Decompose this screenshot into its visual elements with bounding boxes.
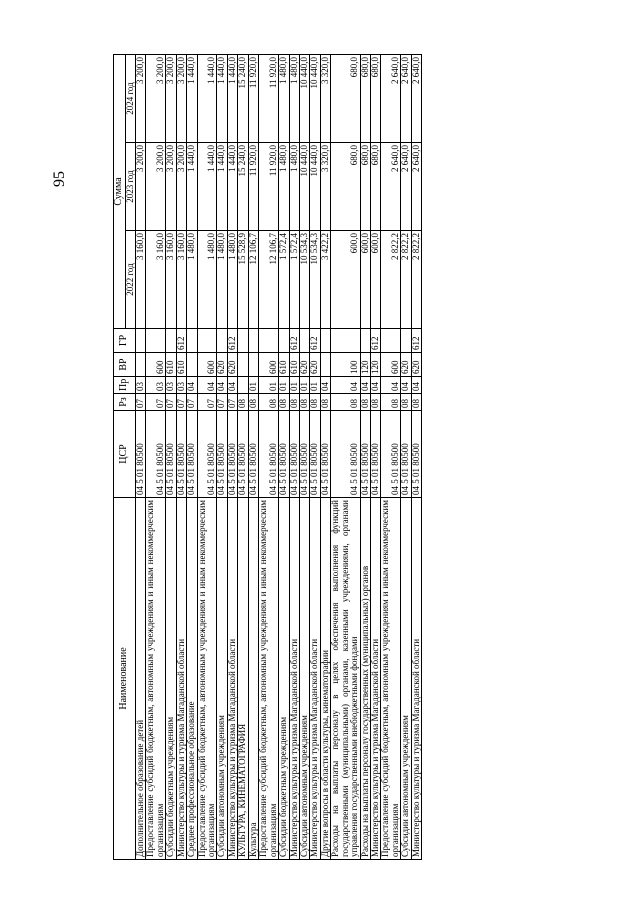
row-2022: 1 480,0 — [217, 231, 227, 329]
row-2022: 15 528,9 — [238, 231, 248, 329]
row-2022: 3 160,0 — [135, 231, 145, 329]
row-2022: 600,0 — [331, 231, 360, 329]
row-vr — [238, 353, 248, 377]
row-pr: 04 — [381, 377, 401, 394]
table-row — [146, 55, 166, 860]
row-name: Дополнительное образование детей — [135, 498, 145, 860]
row-gr — [217, 329, 227, 353]
row-2023: 10 440,0 — [310, 143, 320, 231]
row-2024: 1 440,0 — [227, 55, 237, 143]
header-2022: 2022 год — [125, 231, 135, 329]
row-csr: 04 5 01 80500 — [197, 411, 217, 498]
row-gr — [331, 329, 360, 353]
row-name: Субсидии автономным учреждениям — [217, 498, 227, 860]
header-2024: 2024 год — [125, 55, 135, 143]
row-gr — [259, 329, 279, 353]
row-csr: 04 5 01 80500 — [381, 411, 401, 498]
row-csr: 04 5 01 80500 — [166, 411, 176, 498]
row-csr: 04 5 01 80500 — [360, 411, 370, 498]
row-pr: 01 — [248, 377, 258, 394]
row-pr: 01 — [259, 377, 279, 394]
row-name: Предоставление субсидий бюджетным, автономным учреждениям и иным некоммерческим организациям — [197, 498, 217, 860]
row-name: Предоставление субсидий бюджетным, автономным учреждениям и иным некоммерческим организациям — [146, 498, 166, 860]
row-2024: 11 920,0 — [248, 55, 258, 143]
row-pr: 04 — [360, 377, 370, 394]
row-2024: 1 440,0 — [197, 55, 217, 143]
row-2024: 1 480,0 — [279, 55, 289, 143]
row-vr: 600 — [146, 353, 166, 377]
header-2023: 2023 год — [125, 143, 135, 231]
row-vr — [320, 353, 330, 377]
row-vr: 610 — [289, 353, 299, 377]
row-name: Субсидии бюджетным учреждениям — [166, 498, 176, 860]
row-gr — [320, 329, 330, 353]
row-2022: 1 480,0 — [187, 231, 197, 329]
row-csr: 04 5 01 80500 — [217, 411, 227, 498]
header-rz: Рз — [114, 394, 136, 411]
row-2023: 680,0 — [360, 143, 370, 231]
row-csr: 04 5 01 80500 — [279, 411, 289, 498]
row-rz: 08 — [279, 394, 289, 411]
row-2023: 1 440,0 — [187, 143, 197, 231]
row-name: Министерство культуры и туризма Магаданской области — [176, 498, 186, 860]
row-pr: 01 — [279, 377, 289, 394]
table-row — [227, 55, 237, 860]
table-row — [310, 55, 320, 860]
row-name: Министерство культуры и туризма Магаданской области — [411, 498, 421, 860]
row-2022: 1 572,4 — [289, 231, 299, 329]
row-2023: 680,0 — [331, 143, 360, 231]
row-rz: 08 — [320, 394, 330, 411]
row-gr — [146, 329, 166, 353]
row-rz: 08 — [411, 394, 421, 411]
row-2022: 3 160,0 — [146, 231, 166, 329]
row-vr: 610 — [166, 353, 176, 377]
row-2023: 3 200,0 — [176, 143, 186, 231]
row-csr: 04 5 01 80500 — [259, 411, 279, 498]
row-pr: 04 — [411, 377, 421, 394]
row-2024: 10 440,0 — [299, 55, 309, 143]
row-gr: 612 — [411, 329, 421, 353]
row-2023: 11 920,0 — [248, 143, 258, 231]
row-2024: 1 480,0 — [289, 55, 299, 143]
row-2024: 15 240,0 — [238, 55, 248, 143]
row-pr: 04 — [331, 377, 360, 394]
row-2022: 2 822,2 — [381, 231, 401, 329]
row-2023: 3 200,0 — [135, 143, 145, 231]
row-vr: 120 — [371, 353, 381, 377]
header-csr: ЦСР — [114, 411, 136, 498]
row-vr: 600 — [197, 353, 217, 377]
row-2024: 2 640,0 — [401, 55, 411, 143]
row-pr: 03 — [176, 377, 186, 394]
row-2023: 15 240,0 — [238, 143, 248, 231]
row-csr: 04 5 01 80500 — [146, 411, 166, 498]
table-row — [381, 55, 401, 860]
row-rz: 07 — [217, 394, 227, 411]
row-vr: 100 — [331, 353, 360, 377]
row-gr — [360, 329, 370, 353]
row-vr: 620 — [310, 353, 320, 377]
row-vr — [187, 353, 197, 377]
row-2022: 600,0 — [360, 231, 370, 329]
header-name: Наименование — [114, 498, 136, 860]
row-2024: 11 920,0 — [259, 55, 279, 143]
row-2024: 680,0 — [371, 55, 381, 143]
row-gr — [187, 329, 197, 353]
row-pr: 01 — [299, 377, 309, 394]
row-vr: 620 — [411, 353, 421, 377]
row-2024: 2 640,0 — [381, 55, 401, 143]
row-name: Субсидии бюджетным учреждениям — [279, 498, 289, 860]
table-row — [176, 55, 186, 860]
table-row — [331, 55, 360, 860]
table-row — [371, 55, 381, 860]
row-gr — [299, 329, 309, 353]
row-2024: 3 200,0 — [176, 55, 186, 143]
table-row — [401, 55, 411, 860]
row-rz: 08 — [299, 394, 309, 411]
row-2022: 10 534,3 — [299, 231, 309, 329]
row-name: КУЛЬТУРА, КИНЕМАТОГРАФИЯ — [238, 498, 248, 860]
row-2024: 3 320,0 — [320, 55, 330, 143]
row-vr: 610 — [279, 353, 289, 377]
row-gr — [166, 329, 176, 353]
row-pr: 04 — [371, 377, 381, 394]
row-name: Расходы на выплаты персоналу государственных (муниципальных) органов — [360, 498, 370, 860]
row-2023: 2 640,0 — [401, 143, 411, 231]
row-gr — [248, 329, 258, 353]
row-gr — [197, 329, 217, 353]
row-gr — [238, 329, 248, 353]
row-gr: 612 — [227, 329, 237, 353]
row-vr: 620 — [217, 353, 227, 377]
header-gr: ГР — [114, 329, 136, 353]
row-rz: 07 — [166, 394, 176, 411]
table-row — [360, 55, 370, 860]
row-name: Министерство культуры и туризма Магаданской области — [310, 498, 320, 860]
header-vr: ВР — [114, 353, 136, 377]
row-2023: 10 440,0 — [299, 143, 309, 231]
row-vr: 120 — [360, 353, 370, 377]
row-pr: 04 — [217, 377, 227, 394]
header-row — [114, 55, 126, 860]
table-row — [217, 55, 227, 860]
row-name: Расходы на выплаты персоналу в целях обеспечения выполнения функций государственными (муниципальными) органами, казенными учреждениями, органами управления государственными внебюджетными фондами — [331, 498, 360, 860]
row-gr: 612 — [176, 329, 186, 353]
row-csr: 04 5 01 80500 — [299, 411, 309, 498]
row-2022: 3 160,0 — [166, 231, 176, 329]
row-2024: 680,0 — [331, 55, 360, 143]
row-rz: 08 — [371, 394, 381, 411]
row-gr — [381, 329, 401, 353]
row-name: Предоставление субсидий бюджетным, автономным учреждениям и иным некоммерческим организациям — [259, 498, 279, 860]
table-row — [187, 55, 197, 860]
row-gr — [401, 329, 411, 353]
row-vr: 620 — [299, 353, 309, 377]
row-rz: 08 — [331, 394, 360, 411]
row-2024: 10 440,0 — [310, 55, 320, 143]
row-2022: 2 822,2 — [411, 231, 421, 329]
row-rz: 07 — [187, 394, 197, 411]
row-name: Министерство культуры и туризма Магаданской области — [371, 498, 381, 860]
row-2023: 1 480,0 — [279, 143, 289, 231]
row-2023: 2 640,0 — [381, 143, 401, 231]
row-pr: 04 — [320, 377, 330, 394]
row-pr: 01 — [289, 377, 299, 394]
row-rz: 07 — [227, 394, 237, 411]
row-gr: 612 — [310, 329, 320, 353]
row-2023: 1 440,0 — [227, 143, 237, 231]
row-name: Среднее профессиональное образование — [187, 498, 197, 860]
row-rz: 07 — [146, 394, 166, 411]
table-row — [197, 55, 217, 860]
row-csr: 04 5 01 80500 — [238, 411, 248, 498]
row-csr: 04 5 01 80500 — [135, 411, 145, 498]
row-2022: 2 822,2 — [401, 231, 411, 329]
row-2022: 12 106,7 — [248, 231, 258, 329]
row-rz: 08 — [238, 394, 248, 411]
row-2022: 10 534,3 — [310, 231, 320, 329]
row-rz: 07 — [197, 394, 217, 411]
row-rz: 08 — [401, 394, 411, 411]
row-2022: 12 106,7 — [259, 231, 279, 329]
row-2024: 2 640,0 — [411, 55, 421, 143]
row-csr: 04 5 01 80500 — [248, 411, 258, 498]
row-csr: 04 5 01 80500 — [310, 411, 320, 498]
row-pr: 03 — [166, 377, 176, 394]
row-csr: 04 5 01 80500 — [320, 411, 330, 498]
row-2023: 3 200,0 — [166, 143, 176, 231]
row-name: Другие вопросы в области культуры, кинематографии — [320, 498, 330, 860]
row-rz: 08 — [248, 394, 258, 411]
row-2022: 600,0 — [371, 231, 381, 329]
row-name: Субсидии автономным учреждениям — [401, 498, 411, 860]
row-vr: 620 — [401, 353, 411, 377]
table-row — [279, 55, 289, 860]
row-2024: 680,0 — [360, 55, 370, 143]
row-2022: 3 422,2 — [320, 231, 330, 329]
row-2022: 3 160,0 — [176, 231, 186, 329]
table-row — [259, 55, 279, 860]
row-rz: 07 — [176, 394, 186, 411]
row-rz: 08 — [381, 394, 401, 411]
row-pr: 04 — [197, 377, 217, 394]
row-vr: 620 — [227, 353, 237, 377]
row-gr: 612 — [289, 329, 299, 353]
row-2023: 1 440,0 — [197, 143, 217, 231]
row-2024: 3 200,0 — [135, 55, 145, 143]
table-row — [248, 55, 258, 860]
table-row — [411, 55, 421, 860]
row-pr: 01 — [310, 377, 320, 394]
row-2023: 3 320,0 — [320, 143, 330, 231]
row-gr — [135, 329, 145, 353]
page-number: 95 — [51, 171, 68, 187]
row-2023: 1 440,0 — [217, 143, 227, 231]
header-sum: Сумма — [114, 55, 126, 329]
row-2023: 11 920,0 — [259, 143, 279, 231]
table-row — [289, 55, 299, 860]
row-2024: 1 440,0 — [217, 55, 227, 143]
table-row — [166, 55, 176, 860]
row-csr: 04 5 01 80500 — [411, 411, 421, 498]
row-csr: 04 5 01 80500 — [401, 411, 411, 498]
row-2022: 1 480,0 — [197, 231, 217, 329]
row-name: Субсидии автономным учреждениям — [299, 498, 309, 860]
row-pr: 04 — [227, 377, 237, 394]
row-gr: 612 — [371, 329, 381, 353]
row-2023: 1 480,0 — [289, 143, 299, 231]
budget-table — [113, 54, 422, 860]
row-2022: 1 480,0 — [227, 231, 237, 329]
header-pr: Пр — [114, 377, 136, 394]
row-pr: 04 — [401, 377, 411, 394]
row-2023: 3 200,0 — [146, 143, 166, 231]
rotated-table-container — [113, 55, 568, 860]
row-gr — [279, 329, 289, 353]
row-vr: 600 — [259, 353, 279, 377]
row-vr: 600 — [381, 353, 401, 377]
row-vr — [135, 353, 145, 377]
row-pr: 03 — [135, 377, 145, 394]
row-csr: 04 5 01 80500 — [289, 411, 299, 498]
row-csr: 04 5 01 80500 — [331, 411, 360, 498]
row-rz: 08 — [360, 394, 370, 411]
row-csr: 04 5 01 80500 — [187, 411, 197, 498]
table-row — [299, 55, 309, 860]
row-name: Культура — [248, 498, 258, 860]
row-rz: 08 — [289, 394, 299, 411]
table-row — [320, 55, 330, 860]
table-row — [135, 55, 145, 860]
row-csr: 04 5 01 80500 — [227, 411, 237, 498]
row-2024: 3 200,0 — [166, 55, 176, 143]
row-rz: 07 — [135, 394, 145, 411]
row-2024: 3 200,0 — [146, 55, 166, 143]
row-2022: 1 572,4 — [279, 231, 289, 329]
row-2024: 1 440,0 — [187, 55, 197, 143]
row-2023: 2 640,0 — [411, 143, 421, 231]
row-pr: 04 — [187, 377, 197, 394]
table-row — [238, 55, 248, 860]
table-body — [135, 55, 421, 860]
row-2023: 680,0 — [371, 143, 381, 231]
row-rz: 08 — [259, 394, 279, 411]
row-pr: 03 — [146, 377, 166, 394]
row-pr — [238, 377, 248, 394]
row-name: Предоставление субсидий бюджетным, автономным учреждениям и иным некоммерческим организациям — [381, 498, 401, 860]
row-vr: 610 — [176, 353, 186, 377]
row-vr — [248, 353, 258, 377]
row-csr: 04 5 01 80500 — [176, 411, 186, 498]
row-rz: 08 — [310, 394, 320, 411]
row-csr: 04 5 01 80500 — [371, 411, 381, 498]
row-name: Министерство культуры и туризма Магаданской области — [227, 498, 237, 860]
row-name: Министерство культуры и туризма Магаданской области — [289, 498, 299, 860]
